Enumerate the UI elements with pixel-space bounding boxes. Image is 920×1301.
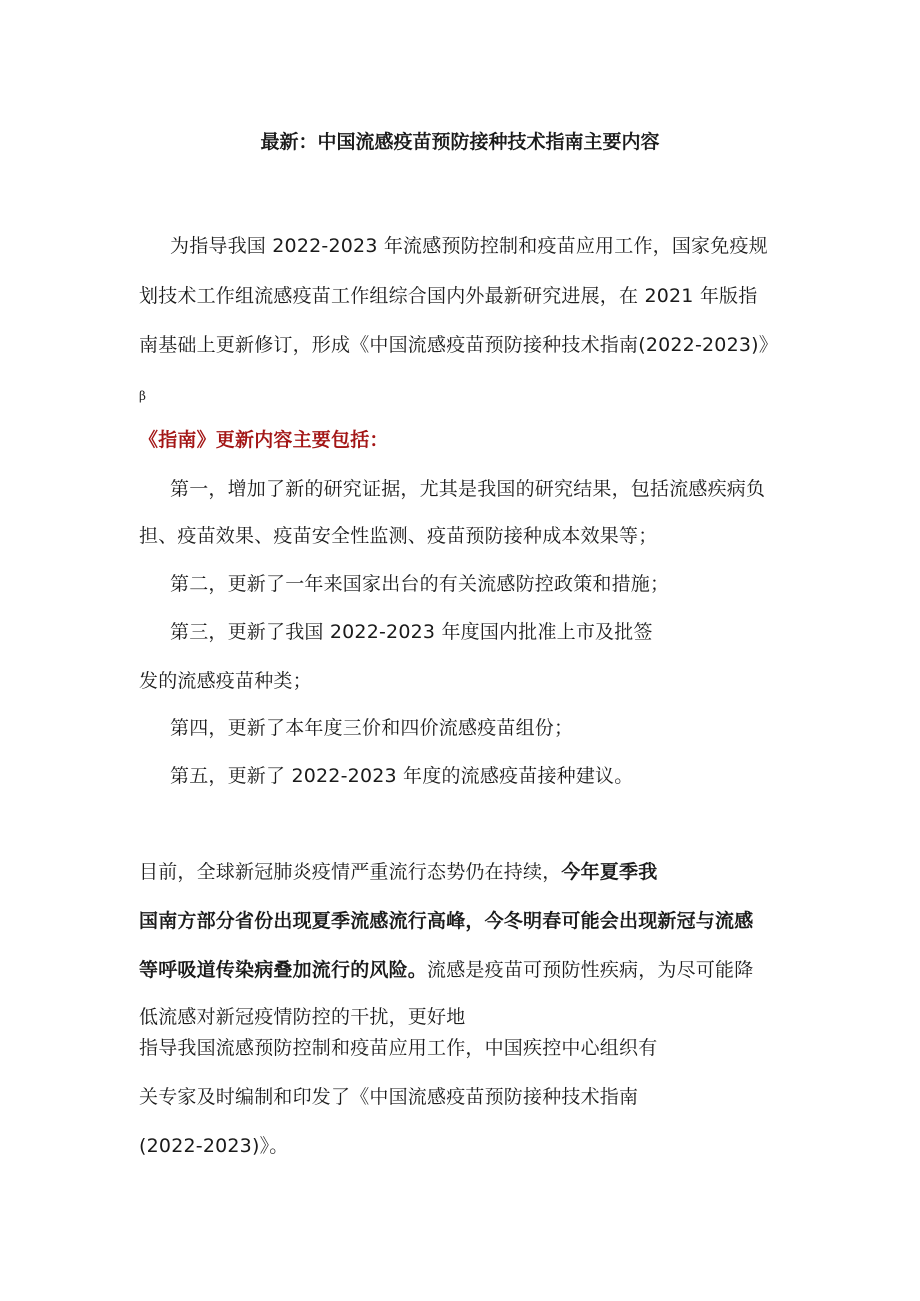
closing-line-6: 关专家及时编制和印发了《中国流感疫苗预防接种技术指南 [139,1086,639,1108]
closing-line-4: 低流感对新冠疫情防控的干扰，更好地 [139,1006,466,1028]
closing-line-3 [139,958,753,982]
updates-heading: 《指南》更新内容主要包括： [139,429,389,451]
update-item-1-line-2: 担、疫苗效果、疫苗安全性监测、疫苗预防接种成本效果等； [139,525,658,547]
closing-line-5: 指导我国流感预防控制和疫苗应用工作，中国疾控中心组织有 [139,1037,658,1059]
update-item-3-line-1: 第三，更新了我国 2022-2023 年度国内批准上市及批签 [170,621,653,643]
update-item-1-line-1: 第一，增加了新的研究证据，尤其是我国的研究结果，包括流感疾病负 [170,478,766,500]
intro-line-1: 为指导我国 2022-2023 年流感预防控制和疫苗应用工作，国家免疫规 [170,235,768,257]
closing-line-3-normal: 流感是疫苗可预防性疾病，为尽可能降 [427,959,754,981]
intro-marker: β [139,389,146,403]
update-item-3-line-2: 发的流感疫苗种类； [139,670,312,692]
document-title: 最新：中国流感疫苗预防接种技术指南主要内容 [260,131,660,153]
update-item-4: 第四，更新了本年度三价和四价流感疫苗组份； [170,717,574,739]
intro-line-3: 南基础上更新修订，形成《中国流感疫苗预防接种技术指南(2022-2023)》 [139,334,778,356]
closing-line-7: (2022-2023)》。 [139,1135,289,1157]
closing-line-1-normal: 目前，全球新冠肺炎疫情严重流行态势仍在持续， [139,861,562,883]
closing-line-1-bold: 今年夏季我 [561,861,658,883]
update-item-5: 第五，更新了 2022-2023 年度的流感疫苗接种建议。 [170,765,634,787]
intro-line-2: 划技术工作组流感疫苗工作组综合国内外最新研究进展，在 2021 年版指 [139,285,758,307]
closing-line-1 [139,860,657,884]
closing-line-2: 国南方部分省份出现夏季流感流行高峰，今冬明春可能会出现新冠与流感 [139,910,754,932]
closing-line-3-bold: 等呼吸道传染病叠加流行的风险。 [139,959,428,981]
update-item-2: 第二，更新了一年来国家出台的有关流感防控政策和措施； [170,573,670,595]
